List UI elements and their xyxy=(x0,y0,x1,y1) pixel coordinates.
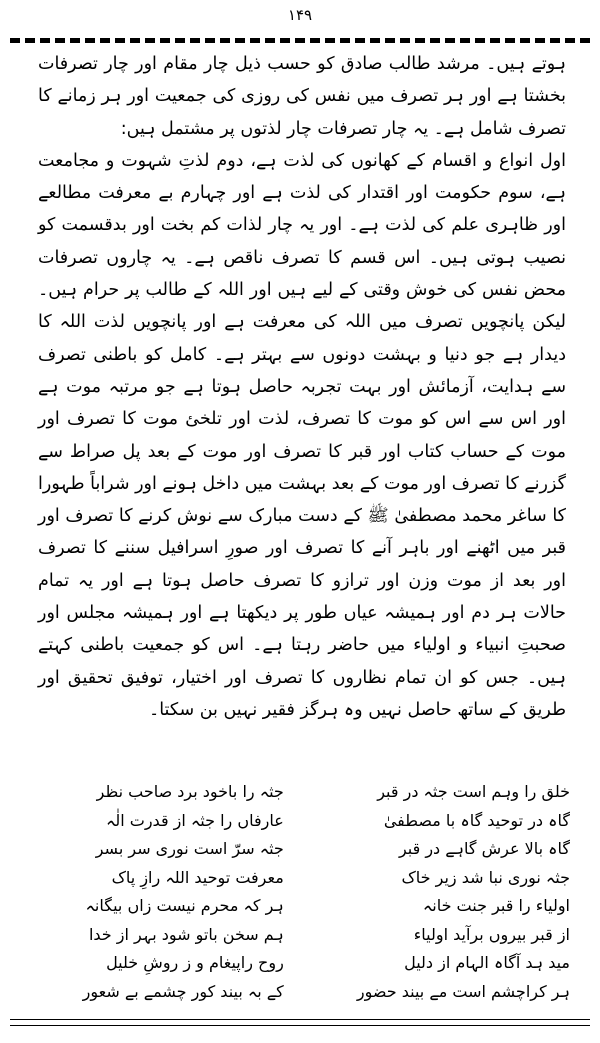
couplet-2 xyxy=(30,807,570,836)
hemistich-left: روح راپیغام و ز روشِ خلیل xyxy=(106,953,284,972)
bottom-rule-upper xyxy=(10,1019,590,1020)
top-dashed-rule xyxy=(10,38,590,43)
hemistich-left: عارفاں را جثہ از قدرت الٰہ xyxy=(105,810,284,830)
couplet-4 xyxy=(30,864,570,893)
couplet-8 xyxy=(30,978,570,1007)
couplet-1 xyxy=(30,778,570,807)
prose-body xyxy=(38,48,566,726)
hemistich-right: خلق را وہم است جثہ در قبر xyxy=(377,782,570,801)
bottom-rule-lower xyxy=(10,1025,590,1026)
hemistich-right: گاہ در توحید گاہ با مصطفیٰ xyxy=(383,810,570,830)
hemistich-left: جثہ را باخود برد صاحب نظر xyxy=(96,782,284,801)
hemistich-right: ہر کراچشم است مے بیند حضور xyxy=(356,981,570,1001)
couplet-6 xyxy=(30,921,570,950)
hemistich-right: مید ہد آگاہ الہام از دلیل xyxy=(404,953,570,972)
couplet-3 xyxy=(30,835,570,864)
paragraph-2: اول انواع و اقسام کے کھانوں کی لذت ہے، دوم لذتِ شہوت و مجامعت ہے، سوم حکومت اور اقتدار کی لذت ہے اور چہارم بے معرفت مطالعے اور ظاہری علم کی لذت ہے۔ اور یہ چار لذات کم بخت اور بدقسمت کو نصیب ہوتی ہیں۔ اس قسم کا تصرف ناقص ہے۔ یہ چاروں تصرفات محض نفس کی خوش وقتی کے لیے ہیں اور اللہ کے طالب پر حرام ہیں۔ لیکن پانچویں تصرف میں اللہ کی معرفت ہے اور پانچویں لذت اللہ کا دیدار ہے جو دنیا و بہشت دونوں سے بہتر ہے۔ کامل کو باطنی تصرف سے ہدایت، آزمائش اور بہت تجربہ حاصل ہوتا ہے جو مرتبہ موت ہے اور اس سے اس کو موت کا تصرف، لذت اور تلخئ موت کا تصرف اور موت کے حساب کتاب اور قبر کا تصرف اور موت کے بعد پل صراط سے گزرنے کا تصرف اور موت کے بعد بہشت میں داخل ہونے اور شراباً طہورا کا ساغر محمد مصطفیٰ ﷺ کے دست مبارک سے نوش کرنے کا تصرف اور قبر میں اٹھنے اور باہر آنے کا تصرف اور صورِ اسرافیل سننے کا تصرف اور بعد از موت وزن اور ترازو کا تصرف حاصل ہوتا ہے اور یہ تمام حالات ہر دم اور ہمیشہ عیاں طور پر دیکھتا ہے اور ہمیشہ مجلس اور صحبتِ انبیاء و اولیاء میں حاضر رہتا ہے۔ اس کو جمعیت باطنی کہتے ہیں۔ جس کو ان تمام نظاروں کا تصرف اور اختیار، توفیق تحقیق اور طریق کے ساتھ حاصل نہیں وہ ہرگز فقیر نہیں بن سکتا۔ xyxy=(38,150,566,720)
hemistich-left: معرفت توحید اللہ رازِ پاک xyxy=(111,867,284,887)
couplet-5 xyxy=(30,892,570,921)
hemistich-right: جثہ نوری نبا شد زیر خاک xyxy=(401,867,570,887)
hemistich-left: ہم سخن باتو شود بہر از خدا xyxy=(88,924,284,944)
poetry-block xyxy=(30,778,570,1012)
hemistich-left: جثہ سرّ است نوری سر بسر xyxy=(95,839,284,858)
hemistich-left: ہر کہ محرم نیست زاں بیگانہ xyxy=(85,896,284,915)
hemistich-right: از قبر بیروں برآید اولیاء xyxy=(413,924,570,944)
hemistich-left: کے بہ بیند کور چشمے بے شعور xyxy=(82,981,284,1001)
hemistich-right: گاہ بالا عرش گاہے در قبر xyxy=(398,839,570,858)
hemistich-right: اولیاء را قبر جنت خانہ xyxy=(422,896,570,915)
paragraph-1: ہوتے ہیں۔ مرشد طالب صادق کو حسب ذیل چار مقام اور چار تصرفات بخشتا ہے اور ہر تصرف میں نفس کی روزی کی جمعیت اور ہر زمانے کا تصرف شامل ہے۔ یہ چار تصرفات چار لذتوں پر مشتمل ہیں: xyxy=(38,54,566,139)
page-number: ۱۴۹ xyxy=(287,6,313,24)
couplet-7 xyxy=(30,949,570,978)
